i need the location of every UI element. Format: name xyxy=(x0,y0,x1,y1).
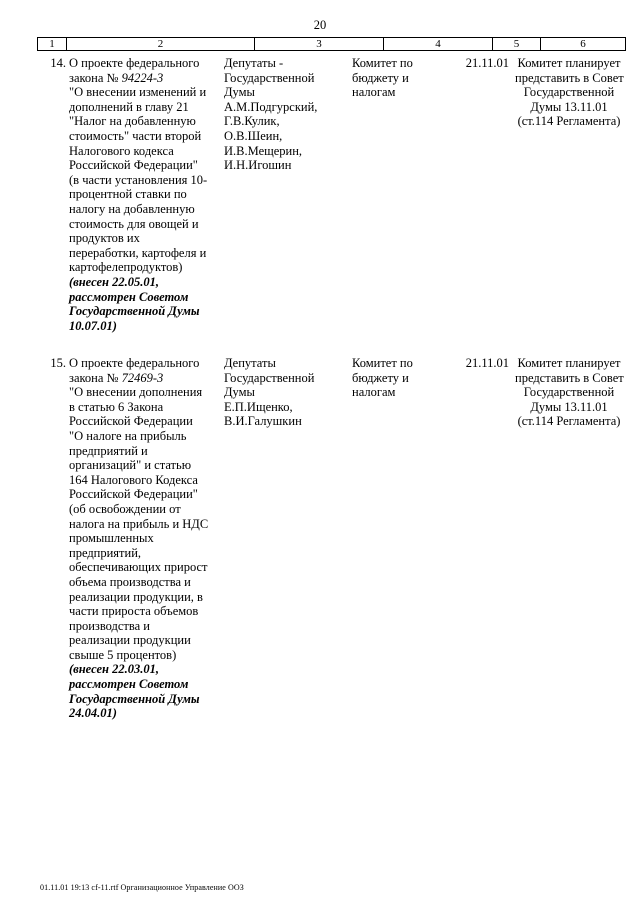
entry-date: 21.11.01 xyxy=(465,56,509,70)
status-line: Комитет планирует xyxy=(517,56,621,70)
authors-line: Государственной xyxy=(224,70,315,85)
bill-title-line: Государственной Думы xyxy=(69,304,200,319)
bill-title-line: картофелепродуктов) xyxy=(69,260,183,275)
bill-title xyxy=(69,356,221,721)
bill-title-line: Государственной Думы xyxy=(69,691,200,706)
document-footer: 01.11.01 19:13 cf-11.rtf Организационное Управление ООЗ xyxy=(40,883,244,892)
bill-title-line: Налогового кодекса xyxy=(69,143,174,158)
authors-line: О.В.Шеин, xyxy=(224,128,283,143)
bill-title-line: (об освобождении от xyxy=(69,501,181,516)
column-header-1: 1 xyxy=(38,38,67,50)
committee-line: налогам xyxy=(352,385,396,400)
authors-line: Государственной xyxy=(224,370,315,385)
entry-number: 15. xyxy=(50,356,66,370)
responsible-committee xyxy=(352,56,442,100)
bill-title-line: "О налоге на прибыль xyxy=(69,428,187,443)
bill-title-line: переработки, картофеля и xyxy=(69,245,207,260)
bill-title-line: закона № 72469-3 xyxy=(69,370,164,385)
authors-line: Г.В.Кулик, xyxy=(224,114,280,129)
authors-line: А.М.Подгурский, xyxy=(224,99,318,114)
bill-title-line: (внесен 22.05.01, xyxy=(69,274,159,289)
status-line: (ст.114 Регламента) xyxy=(517,114,621,129)
entry-date: 21.11.01 xyxy=(465,356,509,370)
bill-title-line: (в части установления 10- xyxy=(69,172,208,187)
bill-title-line: производства и xyxy=(69,618,150,633)
bill-title-line: рассмотрен Советом xyxy=(69,289,189,304)
status-line: Комитет планирует xyxy=(517,356,621,370)
entry-status xyxy=(515,56,623,129)
bill-title xyxy=(69,56,221,333)
committee-line: бюджету и xyxy=(352,70,409,85)
law-number: 72469-3 xyxy=(121,370,164,385)
bill-title-line: "О внесении изменений и xyxy=(69,85,207,100)
authors-line: И.В.Мещерин, xyxy=(224,143,303,158)
authors-line: Думы xyxy=(224,85,255,100)
committee-line: бюджету и xyxy=(352,370,409,385)
entry-number: 14. xyxy=(50,56,66,70)
bill-title-line: части прироста объемов xyxy=(69,604,199,619)
bill-title-line: организаций" и статью xyxy=(69,458,192,473)
bill-authors xyxy=(224,356,336,429)
committee-line: налогам xyxy=(352,85,396,100)
bill-title-line: реализации продукции, в xyxy=(69,589,203,604)
bill-authors xyxy=(224,56,336,173)
status-line: Думы 13.11.01 xyxy=(530,399,608,414)
bill-title-line: в статью 6 Закона xyxy=(69,399,164,414)
column-header-5: 5 xyxy=(493,38,541,50)
bill-title-line: стоимость" части второй xyxy=(69,128,202,143)
status-line: представить в Совет xyxy=(515,70,624,85)
authors-line: И.Н.Игошин xyxy=(224,158,292,173)
authors-line: Думы xyxy=(224,385,255,400)
bill-title-line: дополнений в главу 21 xyxy=(69,99,189,114)
authors-line: Депутаты - xyxy=(224,56,284,70)
responsible-committee xyxy=(352,356,442,400)
law-number: 94224-3 xyxy=(121,70,164,85)
column-header-6: 6 xyxy=(580,38,586,50)
status-line: представить в Совет xyxy=(515,370,624,385)
bill-title-line: свыше 5 процентов) xyxy=(69,647,177,662)
column-header-3: 3 xyxy=(255,38,384,50)
entry-status xyxy=(515,356,623,429)
bill-title-line: налогу на добавленную xyxy=(69,201,195,216)
authors-line: В.И.Галушкин xyxy=(224,414,302,429)
bill-title-line: реализации продукции xyxy=(69,633,191,648)
bill-title-line: О проекте федерального xyxy=(69,356,200,370)
bill-title-line: Российской Федерации xyxy=(69,414,193,429)
bill-title-line: рассмотрен Советом xyxy=(69,677,189,692)
bill-title-line: "О внесении дополнения xyxy=(69,385,203,400)
committee-line: Комитет по xyxy=(352,56,413,70)
bill-title-line: предприятий, xyxy=(69,545,142,560)
bill-title-line: процентной ставки по xyxy=(69,187,187,202)
bill-title-line: 24.04.01) xyxy=(69,706,117,721)
committee-line: Комитет по xyxy=(352,356,413,370)
status-line: Государственной xyxy=(523,385,615,400)
bill-title-line: 164 Налогового Кодекса xyxy=(69,472,198,487)
bill-title-line: предприятий и xyxy=(69,443,148,458)
bill-title-line: стоимость для овощей и xyxy=(69,216,199,231)
authors-line: Е.П.Ищенко, xyxy=(224,399,293,414)
bill-title-line: О проекте федерального xyxy=(69,56,200,70)
bill-title-line: продуктов их xyxy=(69,231,140,246)
table-header-row xyxy=(37,37,626,51)
bill-title-line: (внесен 22.03.01, xyxy=(69,662,159,677)
bill-title-line: объема производства и xyxy=(69,574,191,589)
bill-title-line: Российской Федерации" xyxy=(69,158,198,173)
bill-title-line: "Налог на добавленную xyxy=(69,114,196,129)
status-line: (ст.114 Регламента) xyxy=(517,414,621,429)
page-number: 20 xyxy=(313,18,327,32)
bill-title-line: промышленных xyxy=(69,531,154,546)
bill-title-line: Российской Федерации" xyxy=(69,487,198,502)
status-line: Думы 13.11.01 xyxy=(530,99,608,114)
bill-title-line: закона № 94224-3 xyxy=(69,70,164,85)
status-line: Государственной xyxy=(523,85,615,100)
column-header-2: 2 xyxy=(67,38,255,50)
bill-title-line: налога на прибыль и НДС xyxy=(69,516,209,531)
column-header-4: 4 xyxy=(384,38,493,50)
bill-title-line: 10.07.01) xyxy=(69,318,117,333)
authors-line: Депутаты xyxy=(224,356,276,370)
bill-title-line: обеспечивающих прирост xyxy=(69,560,208,575)
